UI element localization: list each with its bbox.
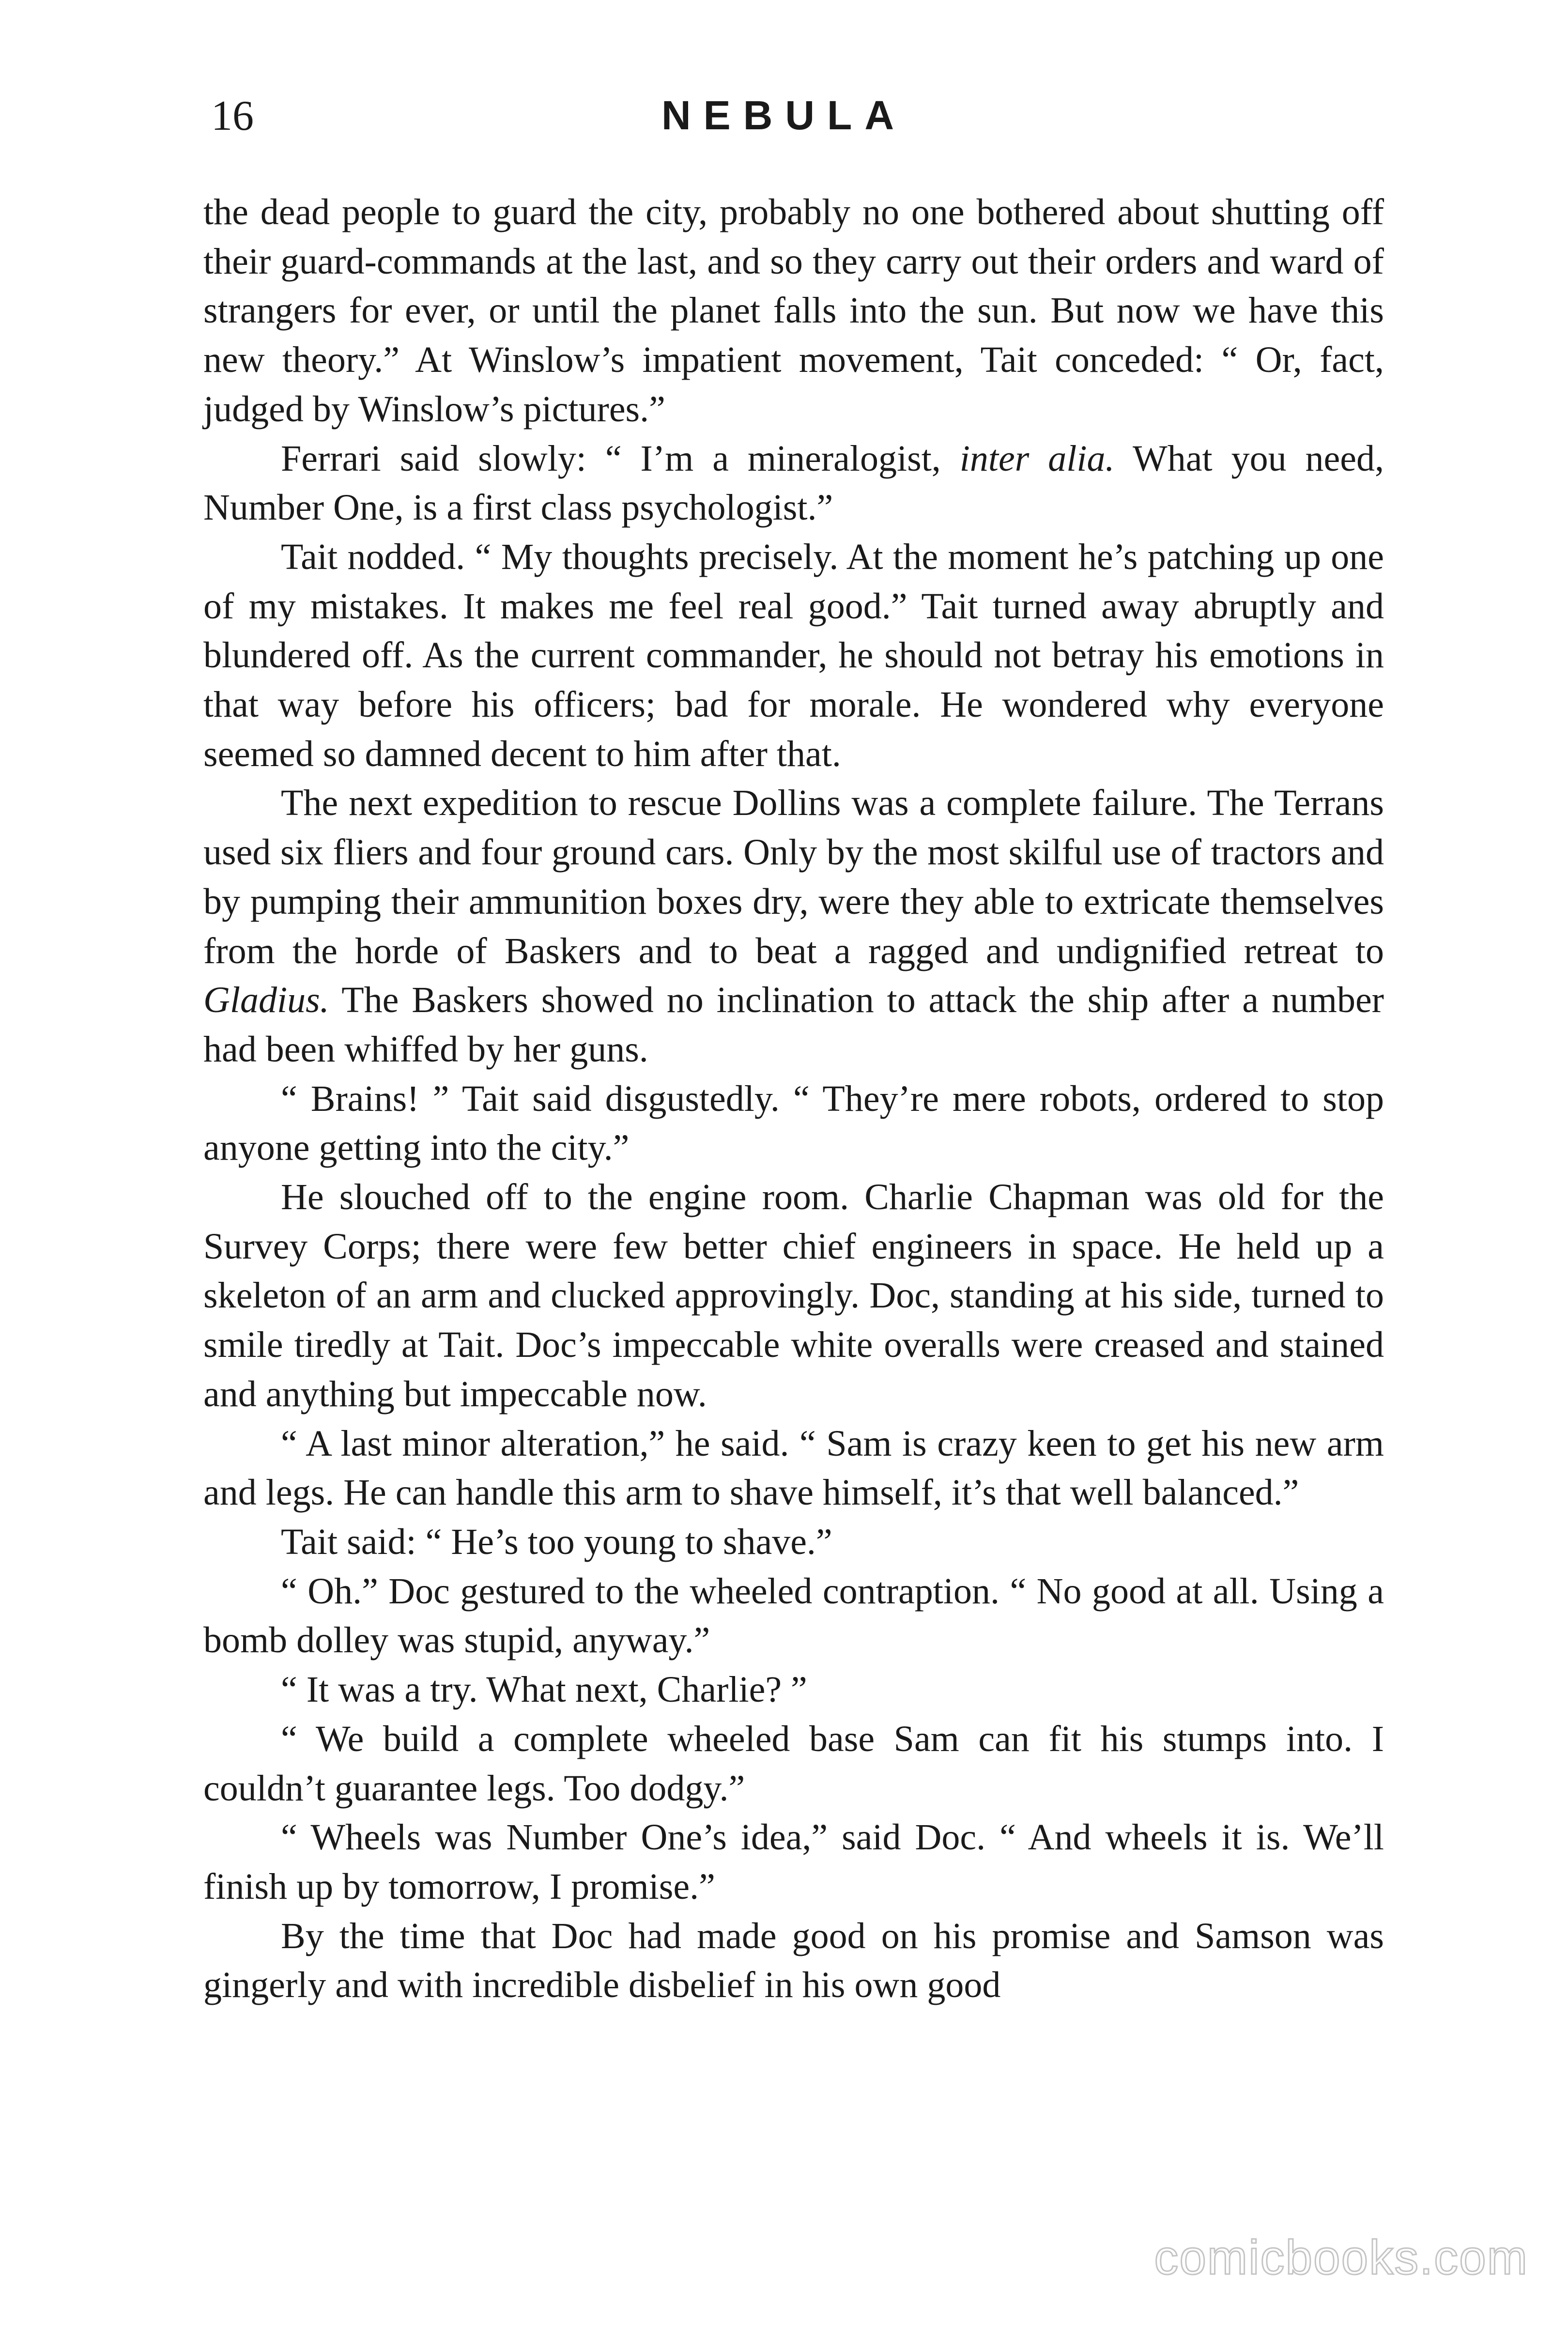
- paragraph: [203, 188, 1384, 434]
- text-run: “ A last minor alteration,” he said. “ Sam is crazy keen to get his new arm and legs. He can handle this arm to shave himself, it’s that well balanced.”: [203, 1423, 1384, 1513]
- text-run: He slouched off to the engine room. Charlie Chapman was old for the Survey Corps; there were few better chief engineers in space. He held up a skeleton of an arm and clucked approvingly. Doc, standing at his side, turned to smile tiredly at Tait. Doc’s impeccable white overalls were creased and stained and anything but impeccable now.: [203, 1177, 1384, 1414]
- paragraph: [203, 533, 1384, 779]
- text-run: “ Wheels was Number One’s idea,” said Doc. “ And wheels it is. We’ll finish up by tomorrow, I promise.”: [203, 1817, 1384, 1907]
- text-run: “ It was a try. What next, Charlie? ”: [281, 1669, 807, 1710]
- text-run: “ Oh.” Doc gestured to the wheeled contraption. “ No good at all. Using a bomb dolley was stupid, anyway.”: [203, 1570, 1384, 1661]
- text-run: Tait said: “ He’s too young to shave.”: [281, 1521, 832, 1562]
- paragraph: [203, 779, 1384, 1074]
- text-run: Tait nodded. “ My thoughts precisely. At the moment he’s patching up one of my mistakes. It makes me feel real good.” Tait turned away abruptly and blundered off. As the current commander, he should not betray his emotions in that way before his officers; bad for morale. He wondered why everyone seemed so damned decent to him after that.: [203, 536, 1384, 774]
- running-title: NEBULA: [661, 92, 907, 138]
- paragraph: [203, 1715, 1384, 1813]
- text-run: The next expedition to rescue Dollins was a complete failure. The Terrans used six fliers and four ground cars. Only by the most skilful use of tractors and by pumping their ammunition boxes dry, were they able to extricate themselves from the horde of Baskers and to beat a ragged and undignified retreat to: [203, 783, 1384, 971]
- paragraph: [203, 1173, 1384, 1419]
- watermark: comicbooks.com: [1154, 2230, 1528, 2285]
- paragraph: [203, 434, 1384, 533]
- paragraph: [203, 1813, 1384, 1911]
- paragraph: [203, 1419, 1384, 1518]
- text-run: “ Brains! ” Tait said disgustedly. “ They’re mere robots, ordered to stop anyone getting into the city.”: [203, 1078, 1384, 1168]
- text-run: “ We build a complete wheeled base Sam can fit his stumps into. I couldn’t guarantee legs. Too dodgy.”: [203, 1718, 1384, 1809]
- text-run: What you need, Number One, is a first class psychologist.”: [203, 438, 1384, 528]
- italic-text: inter alia.: [959, 438, 1115, 479]
- page-number: 16: [211, 92, 254, 139]
- body-text: [203, 188, 1384, 2010]
- italic-text: Gladius.: [203, 980, 329, 1021]
- paragraph: [203, 1912, 1384, 2010]
- paragraph: [203, 1075, 1384, 1173]
- text-run: the dead people to guard the city, probably no one bothered about shutting off their guard-commands at the last, and so they carry out their orders and ward of strangers for ever, or until the planet falls into the sun. But now we have this new theory.” At Winslow’s impatient movement, Tait conceded: “ Or, fact, judged by Winslow’s pictures.”: [203, 192, 1384, 430]
- text-run: The Baskers showed no inclination to attack the ship after a number had been whiffed by her guns.: [203, 980, 1384, 1070]
- paragraph: [203, 1665, 1384, 1715]
- paragraph: [203, 1518, 1384, 1567]
- paragraph: [203, 1567, 1384, 1665]
- text-run: Ferrari said slowly: “ I’m a mineralogist,: [281, 438, 960, 479]
- text-run: By the time that Doc had made good on his promise and Samson was gingerly and with incredible disbelief in his own good: [203, 1915, 1384, 2006]
